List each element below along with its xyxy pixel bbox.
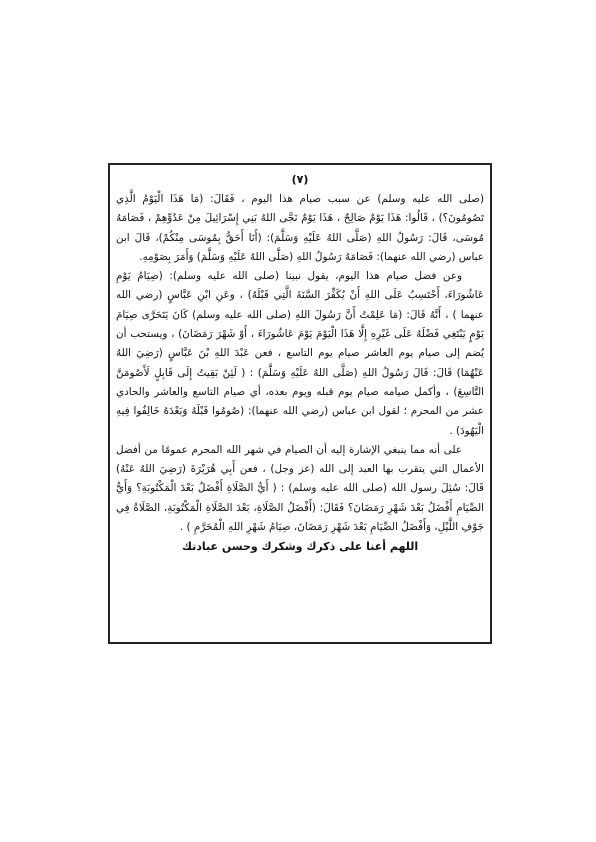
paragraph-2: وعن فضل صيام هذا اليوم، يقول نبينا (صلى الله عليه وسلم): (صِيَامُ يَوْمِ عَاشُورَاءَ، أَحْتَسِبُ عَلَى اللهِ أَنْ يُكَفِّرَ السَّنَةَ الَّتِي قَبْلَهُ) ، وعَنِ ابْنِ عَبَّاسٍ (رضي الله عنهما ) ، أَنَّهُ قَالَ: (مَا عَلِمْتُ أَنَّ رَسُولَ اللهِ (صلى الله عليه وسلم) كَانَ يَتَحَرَّى صِيَامَ يَوْمٍ يَبْتَغِي فَضْلَهُ عَلَى غَيْرِهِ إِلَّا هَذَا الْيَوْمَ يَوْمَ عَاشُورَاءَ ، أَوْ شَهْرَ رَمَضَانَ) ، ويستحب أن يُضم إلى صيام يوم العاشر صيام يوم التاسع ، فعن عَبْدَ اللهِ بْنَ عَبَّاسٍ (رَضِيَ اللهُ عَنْهُمَا) قَالَ: قَالَ رَسُولُ اللهِ (صَلَّى اللهُ عَلَيْهِ وَسَلَّمَ) : ( لَئِنْ بَقِيتُ إِلَى قَابِلٍ لَأَصُومَنَّ التَّاسِعَ) ، وأكمل صيامه صيام يوم قبله ويوم بعده، أي صيام التاسع والعاشر والحادي عشر من المحرم ؛ لقول ابن عباس (رضي الله عنهما): (صُومُوا قَبْلَهُ وَبَعْدَهُ خَالِفُوا فِيهِ الْيَهُودَ) . [116,270,484,437]
paragraph-3: على أنه مما ينبغي الإشارة إليه أن الصيام في شهر الله المحرم عمومًا من أفضل الأعمال التي يتقرب بها العبد إلى الله (عز وجل) ، فعن أَبِي هُرَيْرَةَ (رَضِيَ اللهُ عَنْهُ) قَالَ: سُئِلَ رسول الله (صلى الله عليه وسلم) : ( أَيُّ الصَّلَاةِ أَفْضَلُ بَعْدَ الْمَكْتُوبَةِ؟ وَأَيُّ الصِّيَامِ أَفْضَلُ بَعْدَ شَهْرِ رَمَضَانَ؟ فَقَالَ: (أَفْضَلُ الصَّلَاةِ، بَعْدَ الصَّلَاةِ الْمَكْتُوبَةِ، الصَّلَاةُ فِي جَوْفِ اللَّيْلِ، وَأَفْضَلُ الصِّيَامِ بَعْدَ شَهْرِ رَمَضَانَ، صِيَامُ شَهْرِ اللهِ الْمُحَرَّمِ ) . [116,443,484,534]
page-content [116,173,484,636]
closing-supplication: اللهم أعنا على ذكرك وشكرك وحسن عبادتك [181,540,419,554]
page-frame [108,163,492,644]
paragraph-1: (صلى الله عليه وسلم) عن سبب صيام هذا اليوم ، فَقَالَ: (مَا هَذَا الْيَوْمُ الَّذِي تَصُومُونَ؟) ، قَالُوا: هَذَا يَوْمٌ صَالِحٌ ، هَذَا يَوْمٌ نَجَّى اللهُ بَنِي إِسْرَائِيلَ مِنْ عَدُوِّهِمْ ، فَصَامَهُ مُوسَى، قَالَ: رَسُولُ اللهِ (صَلَّى اللهُ عَلَيْهِ وَسَلَّمَ): (أَنَا أَحَقُّ بِمُوسَى مِنْكُمْ)، قَالَ ابن عباس (رضي الله عنهما): فَصَامَهُ رَسُولُ اللهِ (صَلَّى اللهُ عَلَيْهِ وَسَلَّمَ) وَأَمَرَ بِصَوْمِهِ. [116,193,484,263]
page-number: (٧) [291,173,309,186]
